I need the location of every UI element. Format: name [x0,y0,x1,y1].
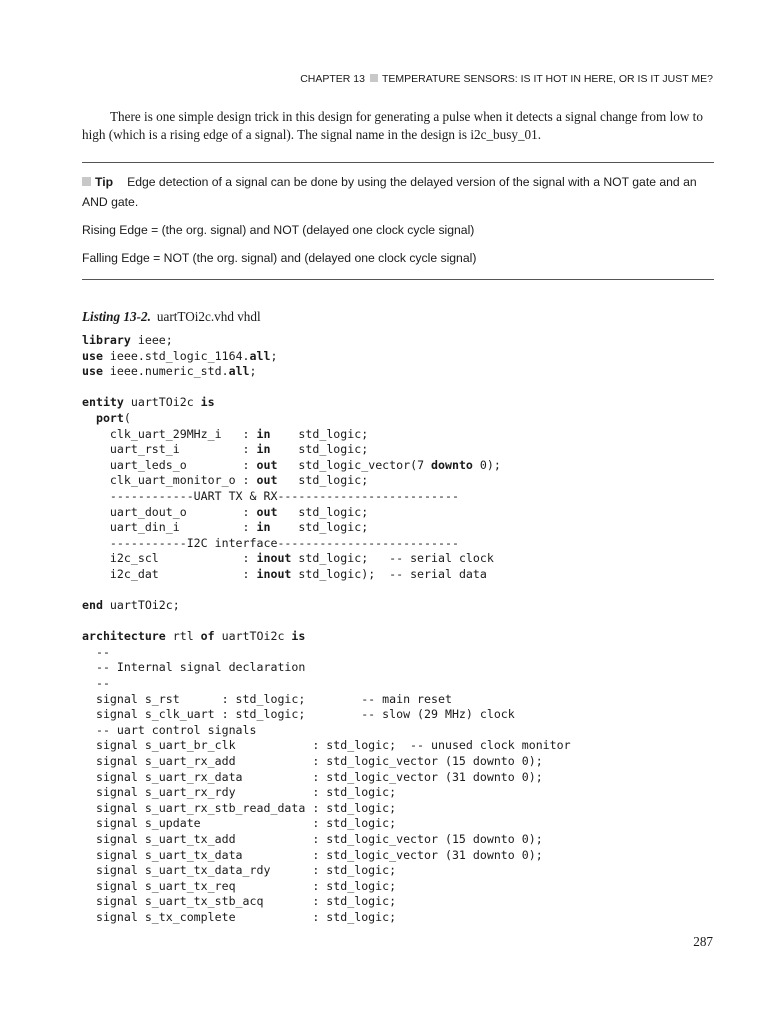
code-line [82,380,571,396]
code-keyword: use [82,364,103,379]
code-text: ; [249,364,257,379]
code-line [82,863,571,879]
tip-label: Tip [95,175,114,189]
code-text: std_logic); -- serial data [291,566,487,581]
code-text: signal s_uart_tx_add : std_logic_vector (15 downto 0); [82,832,543,846]
code-line [82,489,571,505]
body-paragraph: There is one simple design trick in this design for generating a pulse when it detects a signal change from low to high (which is a rising edge of a signal). The signal name in the design is i2c_busy_01. [82,109,703,142]
code-line [82,816,571,832]
code-text: signal s_uart_tx_data_rdy : std_logic; [82,863,397,878]
code-text: std_logic; [270,520,369,535]
code-text: ; [270,348,278,363]
code-keyword: out [256,457,278,472]
code-text: signal s_tx_complete : std_logic; [82,909,397,924]
code-keyword: library [82,333,131,347]
code-text: i2c_scl : [82,551,257,566]
code-line [82,645,571,661]
code-text: clk_uart_monitor_o : [82,473,257,488]
code-text: uartTOi2c [214,629,292,644]
code-line [82,598,571,614]
code-text: 0); [472,457,501,472]
code-line [82,629,571,645]
header-separator-icon [370,74,378,82]
code-line [82,427,571,443]
code-text: std_logic_vector(7 [277,457,432,472]
code-text: signal s_uart_tx_data : std_logic_vector (31 downto 0); [82,847,543,862]
code-text: rtl [165,629,201,644]
code-text: std_logic; -- serial clock [291,551,494,566]
code-line [82,910,571,926]
code-text: signal s_clk_uart : std_logic; -- slow (29 MHz) clock [82,707,515,722]
tip-text: Edge detection of a signal can be done by using the delayed version of the signal with a NOT gate and an AND gate. [82,175,697,209]
listing-caption [82,309,261,325]
code-text: signal s_uart_tx_req : std_logic; [82,878,397,893]
code-line [82,848,571,864]
code-text: signal s_uart_rx_add : std_logic_vector (15 downto 0); [82,754,543,769]
code-keyword: in [256,520,271,535]
code-text: ------------UART TX & RX-------------------------- [82,488,459,503]
code-text: clk_uart_29MHz_i : [82,426,257,441]
code-text: std_logic; [277,504,369,519]
tip-falling-edge: Falling Edge = NOT (the org. signal) and (delayed one clock cycle signal) [82,251,477,265]
code-text: -- uart control signals [82,722,257,737]
code-line [82,707,571,723]
code-text: i2c_dat : [82,566,257,581]
code-keyword: all [249,348,271,363]
code-line [82,614,571,630]
code-line [82,458,571,474]
code-text: ieee; [130,333,173,347]
tip-rising-edge: Rising Edge = (the org. signal) and NOT (delayed one clock cycle signal) [82,223,475,237]
code-text: signal s_uart_rx_rdy : std_logic; [82,785,397,800]
code-line [82,754,571,770]
code-text: signal s_rst : std_logic; -- main reset [82,691,452,706]
code-line [82,785,571,801]
code-line [82,551,571,567]
code-text: -- [82,676,110,691]
code-line [82,832,571,848]
code-text: signal s_uart_br_clk : std_logic; -- unused clock monitor [82,738,571,753]
code-line [82,660,571,676]
code-text: ( [123,410,131,425]
tip-main-text [82,172,714,212]
code-text: std_logic; [277,473,369,488]
code-text: std_logic; [270,442,369,457]
code-line [82,505,571,521]
code-keyword: is [200,395,215,410]
tip-box [82,162,714,280]
code-keyword: downto [431,457,473,472]
code-text: signal s_uart_tx_stb_acq : std_logic; [82,894,397,909]
code-keyword: in [256,426,271,441]
code-line [82,583,571,599]
code-text: uart_dout_o : [82,504,257,519]
code-line [82,536,571,552]
code-keyword: end [82,598,103,613]
code-line [82,364,571,380]
code-line [82,770,571,786]
code-keyword: inout [256,551,292,566]
code-keyword: port [95,410,124,425]
listing-label: Listing 13-2. [82,309,151,324]
chapter-label: CHAPTER 13 [300,73,365,85]
code-text: uart_din_i : [82,520,257,535]
code-line [82,692,571,708]
code-text [82,411,96,425]
code-line [82,676,571,692]
code-line [82,801,571,817]
code-line [82,894,571,910]
code-line [82,473,571,489]
code-text: ieee.std_logic_1164. [102,348,250,363]
code-keyword: use [82,348,103,363]
running-header [300,73,713,85]
code-line [82,879,571,895]
code-text: signal s_uart_rx_data : std_logic_vector (31 downto 0); [82,769,543,784]
code-text: uartTOi2c [123,395,201,410]
code-line [82,723,571,739]
code-keyword: out [256,473,278,488]
code-keyword: is [291,629,306,644]
code-keyword: entity [82,395,124,410]
listing-title: uartTOi2c.vhd vhdl [156,309,261,324]
code-text: -- [82,644,110,659]
code-keyword: in [256,442,271,457]
code-line [82,738,571,754]
code-listing [82,333,571,926]
code-text: signal s_update : std_logic; [82,816,397,831]
code-keyword: architecture [82,629,166,644]
page-number: 287 [693,934,713,949]
code-keyword: of [200,629,215,644]
code-text: ieee.numeric_std. [102,364,229,379]
code-line [82,349,571,365]
code-line [82,567,571,583]
code-keyword: out [256,504,278,519]
code-keyword: all [228,364,250,379]
code-line [82,395,571,411]
tip-marker-icon [82,177,91,186]
code-text: uart_leds_o : [82,457,257,472]
code-line [82,520,571,536]
code-text: signal s_uart_rx_stb_read_data : std_logic; [82,800,397,815]
code-text: uart_rst_i : [82,442,257,457]
code-text: -----------I2C interface-------------------------- [82,535,459,550]
code-line [82,333,571,349]
code-line [82,411,571,427]
code-text: uartTOi2c; [102,598,180,613]
code-keyword: inout [256,566,292,581]
code-text: std_logic; [270,426,369,441]
code-line [82,442,571,458]
chapter-title: TEMPERATURE SENSORS: IS IT HOT IN HERE, OR IS IT JUST ME? [381,73,713,85]
code-text: -- Internal signal declaration [82,660,306,675]
